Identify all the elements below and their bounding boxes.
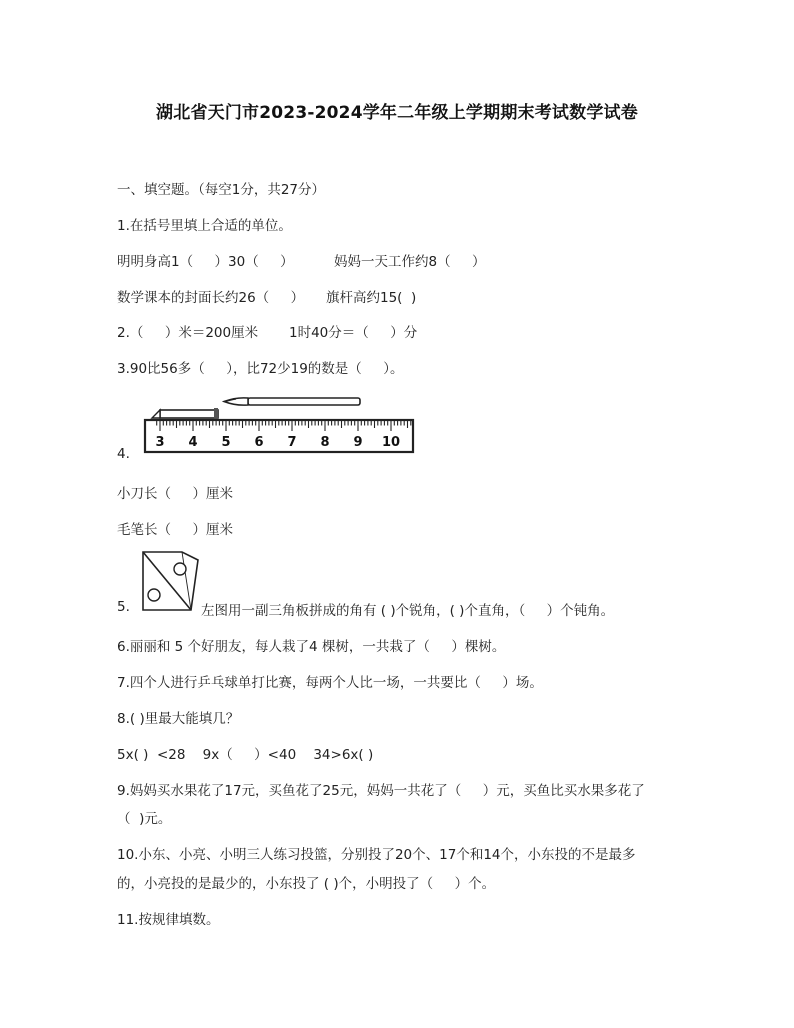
brush-drawing [224, 398, 360, 405]
section-heading: 一、填空题。（每空1分，共27分） [117, 182, 326, 198]
ruler-figure [140, 388, 420, 458]
question-8-line: 5x( ) <28 9x（ ）<40 34>6x( ) [117, 747, 374, 763]
question-1-stem: 1.在括号里填上合适的单位。 [117, 218, 292, 234]
question-6: 6.丽丽和 5 个好朋友，每人栽了4 棵树，一共栽了（ ）棵树。 [117, 639, 506, 655]
question-4-knife: 小刀长（ ）厘米 [117, 486, 233, 502]
question-3: 3.90比56多（ ），比72少19的数是（ ）。 [117, 361, 404, 377]
question-11: 11.按规律填数。 [117, 912, 220, 928]
knife-drawing [152, 408, 218, 420]
ruler-tick-label: 10 [381, 435, 401, 450]
question-1-line1a: 明明身高1（ ）30（ ） [117, 254, 294, 270]
question-9-line1: 9.妈妈买水果花了17元，买鱼花了25元，妈妈一共花了（ ）元，买鱼比买水果多花了 [117, 783, 645, 799]
question-9-line2: （ )元。 [117, 811, 172, 827]
question-4-brush: 毛笔长（ ）厘米 [117, 522, 233, 538]
ruler-tick-label: 7 [287, 435, 297, 450]
question-7: 7.四个人进行乒乓球单打比赛，每两个人比一场，一共要比（ ）场。 [117, 675, 543, 691]
question-10-line2: 的，小亮投的是最少的，小东投了 ( )个，小明投了（ ）个。 [117, 876, 496, 892]
question-5-number: 5. [117, 599, 130, 615]
question-2a: 2.（ ）米＝200厘米 [117, 325, 259, 341]
question-1-line2b: 旗杆高约15( ) [326, 290, 417, 306]
ruler-tick-label: 3 [155, 435, 165, 450]
question-1-line2a: 数学课本的封面长约26（ ） [117, 290, 305, 306]
question-5-text: 左图用一副三角板拼成的角有 ( )个锐角，( )个直角，（ ）个钝角。 [201, 603, 615, 619]
exam-title: 湖北省天门市2023-2024学年二年级上学期期末考试数学试卷 [156, 103, 638, 123]
ruler-tick-label: 4 [188, 435, 198, 450]
question-8-stem: 8.( )里最大能填几？ [117, 711, 240, 727]
question-10-line1: 10.小东、小亮、小明三人练习投篮，分别投了20个、17个和14个，小东投的不是最多 [117, 847, 636, 863]
question-4-number: 4. [117, 446, 130, 462]
question-2b: 1时40分＝（ ）分 [289, 325, 418, 341]
set-squares-figure [140, 548, 200, 614]
ruler-tick-label: 5 [221, 435, 231, 450]
question-1-line1b: 妈妈一天工作约8（ ） [334, 254, 486, 270]
ruler-tick-label: 8 [320, 435, 330, 450]
ruler-tick-label: 6 [254, 435, 264, 450]
ruler-tick-label: 9 [353, 435, 363, 450]
